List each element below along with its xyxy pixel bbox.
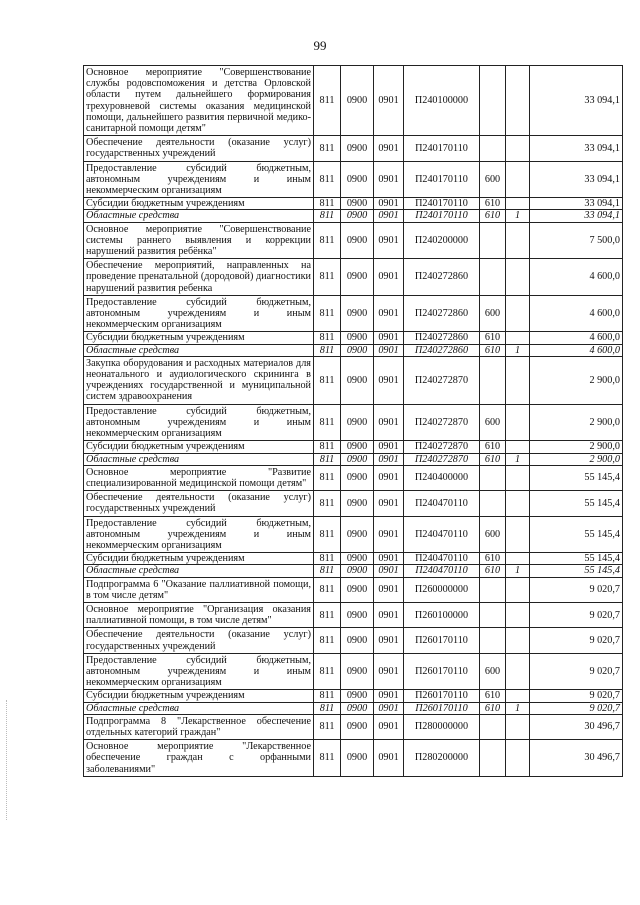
cell-ministry-code: 811 (314, 577, 341, 602)
cell-subsection-code: 0901 (374, 441, 404, 453)
cell-funding-source (506, 332, 530, 344)
cell-funding-source: 1 (506, 702, 530, 714)
cell-funding-source: 1 (506, 453, 530, 465)
cell-section-code: 0900 (341, 210, 374, 222)
cell-ministry-code: 811 (314, 259, 341, 296)
cell-description: Областные средства (84, 210, 314, 222)
cell-funding-source: 1 (506, 210, 530, 222)
cell-subsection-code: 0901 (374, 344, 404, 356)
cell-section-code: 0900 (341, 628, 374, 653)
cell-description: Обеспечение мероприятий, направленных на проведение пренатальной (дородовой) диагностики нарушений развития ребенка (84, 259, 314, 296)
cell-subsection-code: 0901 (374, 702, 404, 714)
cell-section-code: 0900 (341, 714, 374, 739)
cell-amount: 4 600,0 (530, 295, 623, 332)
cell-funding-source (506, 714, 530, 739)
table-row (84, 136, 623, 161)
cell-description: Основное мероприятие "Лекарственное обеспечение граждан с орфанными заболеваниями" (84, 740, 314, 777)
cell-subsection-code: 0901 (374, 553, 404, 565)
cell-ministry-code: 811 (314, 553, 341, 565)
cell-section-code: 0900 (341, 198, 374, 210)
cell-expense-type (480, 491, 506, 516)
cell-target-article: П240272870 (404, 441, 480, 453)
cell-amount: 33 094,1 (530, 198, 623, 210)
cell-amount: 4 600,0 (530, 259, 623, 296)
cell-amount: 33 094,1 (530, 161, 623, 198)
cell-amount: 4 600,0 (530, 344, 623, 356)
cell-description: Областные средства (84, 565, 314, 577)
cell-amount: 33 094,1 (530, 66, 623, 136)
cell-funding-source (506, 441, 530, 453)
cell-expense-type: 610 (480, 453, 506, 465)
cell-target-article: П260000000 (404, 577, 480, 602)
table-row (84, 653, 623, 690)
cell-target-article: П240470110 (404, 565, 480, 577)
cell-funding-source (506, 161, 530, 198)
table-row (84, 465, 623, 490)
cell-amount: 7 500,0 (530, 222, 623, 259)
cell-ministry-code: 811 (314, 161, 341, 198)
cell-expense-type: 600 (480, 653, 506, 690)
cell-expense-type (480, 740, 506, 777)
cell-expense-type (480, 136, 506, 161)
cell-funding-source (506, 222, 530, 259)
cell-subsection-code: 0901 (374, 210, 404, 222)
cell-subsection-code: 0901 (374, 356, 404, 404)
table-row (84, 356, 623, 404)
cell-target-article: П240272860 (404, 295, 480, 332)
table-row (84, 66, 623, 136)
cell-target-article: П240400000 (404, 465, 480, 490)
cell-subsection-code: 0901 (374, 465, 404, 490)
cell-subsection-code: 0901 (374, 66, 404, 136)
cell-section-code: 0900 (341, 602, 374, 627)
cell-funding-source (506, 577, 530, 602)
cell-expense-type: 600 (480, 404, 506, 441)
cell-description: Обеспечение деятельности (оказание услуг) государственных учреждений (84, 491, 314, 516)
cell-amount: 55 145,4 (530, 465, 623, 490)
table-row (84, 714, 623, 739)
table-row (84, 222, 623, 259)
cell-amount: 55 145,4 (530, 553, 623, 565)
cell-section-code: 0900 (341, 516, 374, 553)
cell-ministry-code: 811 (314, 653, 341, 690)
cell-funding-source (506, 628, 530, 653)
cell-target-article: П260170110 (404, 690, 480, 702)
cell-ministry-code: 811 (314, 516, 341, 553)
cell-funding-source: 1 (506, 565, 530, 577)
cell-description: Основное мероприятие "Развитие специализированной медицинской помощи детям" (84, 465, 314, 490)
cell-ministry-code: 811 (314, 465, 341, 490)
table-row (84, 702, 623, 714)
cell-ministry-code: 811 (314, 565, 341, 577)
cell-target-article: П240470110 (404, 491, 480, 516)
cell-section-code: 0900 (341, 295, 374, 332)
cell-funding-source (506, 136, 530, 161)
cell-funding-source (506, 198, 530, 210)
cell-ministry-code: 811 (314, 740, 341, 777)
cell-amount: 4 600,0 (530, 332, 623, 344)
cell-funding-source (506, 740, 530, 777)
cell-section-code: 0900 (341, 441, 374, 453)
cell-target-article: П240470110 (404, 516, 480, 553)
cell-amount: 9 020,7 (530, 577, 623, 602)
cell-description: Областные средства (84, 344, 314, 356)
cell-target-article: П260170110 (404, 702, 480, 714)
scan-margin-marks (6, 700, 11, 820)
cell-ministry-code: 811 (314, 628, 341, 653)
cell-ministry-code: 811 (314, 404, 341, 441)
cell-target-article: П240170110 (404, 161, 480, 198)
cell-section-code: 0900 (341, 491, 374, 516)
cell-target-article: П260170110 (404, 653, 480, 690)
budget-table (83, 65, 623, 777)
cell-target-article: П240200000 (404, 222, 480, 259)
cell-ministry-code: 811 (314, 453, 341, 465)
cell-description: Субсидии бюджетным учреждениям (84, 553, 314, 565)
cell-section-code: 0900 (341, 161, 374, 198)
cell-ministry-code: 811 (314, 344, 341, 356)
cell-expense-type: 610 (480, 198, 506, 210)
cell-section-code: 0900 (341, 690, 374, 702)
cell-funding-source (506, 491, 530, 516)
page-number: 99 (313, 38, 327, 53)
cell-subsection-code: 0901 (374, 332, 404, 344)
cell-subsection-code: 0901 (374, 653, 404, 690)
cell-description: Основное мероприятие "Организация оказания паллиативной помощи, в том числе детям" (84, 602, 314, 627)
cell-description: Субсидии бюджетным учреждениям (84, 690, 314, 702)
cell-subsection-code: 0901 (374, 198, 404, 210)
cell-funding-source (506, 66, 530, 136)
cell-expense-type (480, 714, 506, 739)
cell-description: Подпрограмма 6 "Оказание паллиативной помощи, в том числе детям" (84, 577, 314, 602)
table-row (84, 740, 623, 777)
cell-description: Предоставление субсидий бюджетным, автономным учреждениям и иным некоммерческим организациям (84, 295, 314, 332)
cell-target-article: П240272870 (404, 356, 480, 404)
cell-target-article: П240170110 (404, 198, 480, 210)
cell-target-article: П240470110 (404, 553, 480, 565)
cell-subsection-code: 0901 (374, 404, 404, 441)
cell-section-code: 0900 (341, 136, 374, 161)
cell-target-article: П260100000 (404, 602, 480, 627)
cell-description: Предоставление субсидий бюджетным, автономным учреждениям и иным некоммерческим организациям (84, 404, 314, 441)
cell-amount: 9 020,7 (530, 690, 623, 702)
cell-expense-type (480, 465, 506, 490)
cell-expense-type: 600 (480, 516, 506, 553)
cell-description: Областные средства (84, 453, 314, 465)
cell-subsection-code: 0901 (374, 602, 404, 627)
cell-section-code: 0900 (341, 404, 374, 441)
cell-ministry-code: 811 (314, 136, 341, 161)
cell-amount: 33 094,1 (530, 136, 623, 161)
cell-target-article: П240100000 (404, 66, 480, 136)
cell-description: Основное мероприятие "Совершенствование службы родовспоможения и детства Орловской области путем дальнейшего формирования трехуровневой системы оказания медицинской помощи, дальнейшего развития первичной медико-санитарной помощи детям" (84, 66, 314, 136)
cell-section-code: 0900 (341, 356, 374, 404)
cell-ministry-code: 811 (314, 295, 341, 332)
table-row (84, 565, 623, 577)
cell-subsection-code: 0901 (374, 516, 404, 553)
cell-amount: 30 496,7 (530, 714, 623, 739)
cell-subsection-code: 0901 (374, 577, 404, 602)
cell-expense-type: 610 (480, 344, 506, 356)
table-row (84, 404, 623, 441)
cell-expense-type (480, 602, 506, 627)
cell-funding-source (506, 602, 530, 627)
cell-ministry-code: 811 (314, 332, 341, 344)
cell-subsection-code: 0901 (374, 740, 404, 777)
cell-amount: 30 496,7 (530, 740, 623, 777)
cell-subsection-code: 0901 (374, 259, 404, 296)
cell-section-code: 0900 (341, 653, 374, 690)
table-row (84, 441, 623, 453)
cell-description: Подпрограмма 8 "Лекарственное обеспечение отдельных категорий граждан" (84, 714, 314, 739)
cell-description: Обеспечение деятельности (оказание услуг) государственных учреждений (84, 628, 314, 653)
cell-target-article: П240272870 (404, 453, 480, 465)
table-row (84, 516, 623, 553)
cell-expense-type (480, 577, 506, 602)
cell-amount: 2 900,0 (530, 453, 623, 465)
cell-ministry-code: 811 (314, 198, 341, 210)
cell-target-article: П280000000 (404, 714, 480, 739)
cell-amount: 55 145,4 (530, 491, 623, 516)
cell-target-article: П240170110 (404, 136, 480, 161)
cell-target-article: П240170110 (404, 210, 480, 222)
cell-expense-type: 610 (480, 332, 506, 344)
cell-amount: 2 900,0 (530, 441, 623, 453)
cell-subsection-code: 0901 (374, 628, 404, 653)
cell-section-code: 0900 (341, 453, 374, 465)
cell-description: Обеспечение деятельности (оказание услуг) государственных учреждений (84, 136, 314, 161)
budget-table-body (84, 66, 623, 777)
cell-funding-source (506, 653, 530, 690)
cell-section-code: 0900 (341, 565, 374, 577)
cell-ministry-code: 811 (314, 690, 341, 702)
cell-funding-source: 1 (506, 344, 530, 356)
cell-ministry-code: 811 (314, 441, 341, 453)
cell-expense-type (480, 222, 506, 259)
cell-ministry-code: 811 (314, 356, 341, 404)
cell-expense-type (480, 66, 506, 136)
cell-subsection-code: 0901 (374, 491, 404, 516)
cell-target-article: П240272860 (404, 259, 480, 296)
cell-target-article: П260170110 (404, 628, 480, 653)
cell-amount: 33 094,1 (530, 210, 623, 222)
table-row (84, 628, 623, 653)
cell-expense-type (480, 628, 506, 653)
cell-section-code: 0900 (341, 465, 374, 490)
cell-target-article: П240272870 (404, 404, 480, 441)
table-row (84, 453, 623, 465)
cell-funding-source (506, 516, 530, 553)
cell-subsection-code: 0901 (374, 690, 404, 702)
cell-ministry-code: 811 (314, 66, 341, 136)
cell-description: Субсидии бюджетным учреждениям (84, 332, 314, 344)
cell-expense-type: 600 (480, 161, 506, 198)
cell-expense-type (480, 356, 506, 404)
table-row (84, 210, 623, 222)
cell-description: Предоставление субсидий бюджетным, автономным учреждениям и иным некоммерческим организациям (84, 161, 314, 198)
cell-funding-source (506, 356, 530, 404)
cell-expense-type (480, 259, 506, 296)
cell-subsection-code: 0901 (374, 136, 404, 161)
table-row (84, 259, 623, 296)
cell-ministry-code: 811 (314, 714, 341, 739)
cell-ministry-code: 811 (314, 210, 341, 222)
cell-description: Основное мероприятие "Совершенствование системы раннего выявления и коррекции нарушений развития ребёнка" (84, 222, 314, 259)
cell-ministry-code: 811 (314, 602, 341, 627)
cell-expense-type: 610 (480, 441, 506, 453)
cell-subsection-code: 0901 (374, 222, 404, 259)
cell-description: Закупка оборудования и расходных материалов для неонатального и аудиологического скрининга в учреждениях государственной и муниципальной систем здравоохранения (84, 356, 314, 404)
cell-amount: 9 020,7 (530, 628, 623, 653)
cell-section-code: 0900 (341, 222, 374, 259)
cell-expense-type: 610 (480, 565, 506, 577)
cell-amount: 55 145,4 (530, 565, 623, 577)
cell-target-article: П240272860 (404, 344, 480, 356)
cell-amount: 2 900,0 (530, 356, 623, 404)
cell-funding-source (506, 259, 530, 296)
cell-section-code: 0900 (341, 702, 374, 714)
table-row (84, 161, 623, 198)
cell-funding-source (506, 690, 530, 702)
cell-expense-type: 610 (480, 210, 506, 222)
cell-target-article: П280200000 (404, 740, 480, 777)
cell-funding-source (506, 553, 530, 565)
cell-description: Предоставление субсидий бюджетным, автономным учреждениям и иным некоммерческим организациям (84, 653, 314, 690)
cell-expense-type: 610 (480, 553, 506, 565)
cell-section-code: 0900 (341, 259, 374, 296)
cell-section-code: 0900 (341, 740, 374, 777)
table-row (84, 295, 623, 332)
cell-subsection-code: 0901 (374, 161, 404, 198)
table-row (84, 491, 623, 516)
table-row (84, 553, 623, 565)
cell-expense-type: 600 (480, 295, 506, 332)
cell-description: Областные средства (84, 702, 314, 714)
cell-amount: 9 020,7 (530, 653, 623, 690)
table-row (84, 198, 623, 210)
cell-subsection-code: 0901 (374, 714, 404, 739)
cell-section-code: 0900 (341, 66, 374, 136)
cell-funding-source (506, 465, 530, 490)
cell-description: Предоставление субсидий бюджетным, автономным учреждениям и иным некоммерческим организациям (84, 516, 314, 553)
cell-ministry-code: 811 (314, 222, 341, 259)
table-row (84, 577, 623, 602)
cell-description: Субсидии бюджетным учреждениям (84, 198, 314, 210)
cell-description: Субсидии бюджетным учреждениям (84, 441, 314, 453)
cell-ministry-code: 811 (314, 702, 341, 714)
cell-amount: 55 145,4 (530, 516, 623, 553)
cell-subsection-code: 0901 (374, 565, 404, 577)
cell-target-article: П240272860 (404, 332, 480, 344)
cell-section-code: 0900 (341, 332, 374, 344)
cell-subsection-code: 0901 (374, 295, 404, 332)
table-row (84, 690, 623, 702)
table-row (84, 344, 623, 356)
cell-amount: 9 020,7 (530, 602, 623, 627)
cell-ministry-code: 811 (314, 491, 341, 516)
table-row (84, 332, 623, 344)
cell-expense-type: 610 (480, 702, 506, 714)
cell-section-code: 0900 (341, 553, 374, 565)
cell-funding-source (506, 295, 530, 332)
cell-section-code: 0900 (341, 344, 374, 356)
cell-funding-source (506, 404, 530, 441)
cell-subsection-code: 0901 (374, 453, 404, 465)
cell-amount: 9 020,7 (530, 702, 623, 714)
cell-section-code: 0900 (341, 577, 374, 602)
cell-expense-type: 610 (480, 690, 506, 702)
table-row (84, 602, 623, 627)
cell-amount: 2 900,0 (530, 404, 623, 441)
